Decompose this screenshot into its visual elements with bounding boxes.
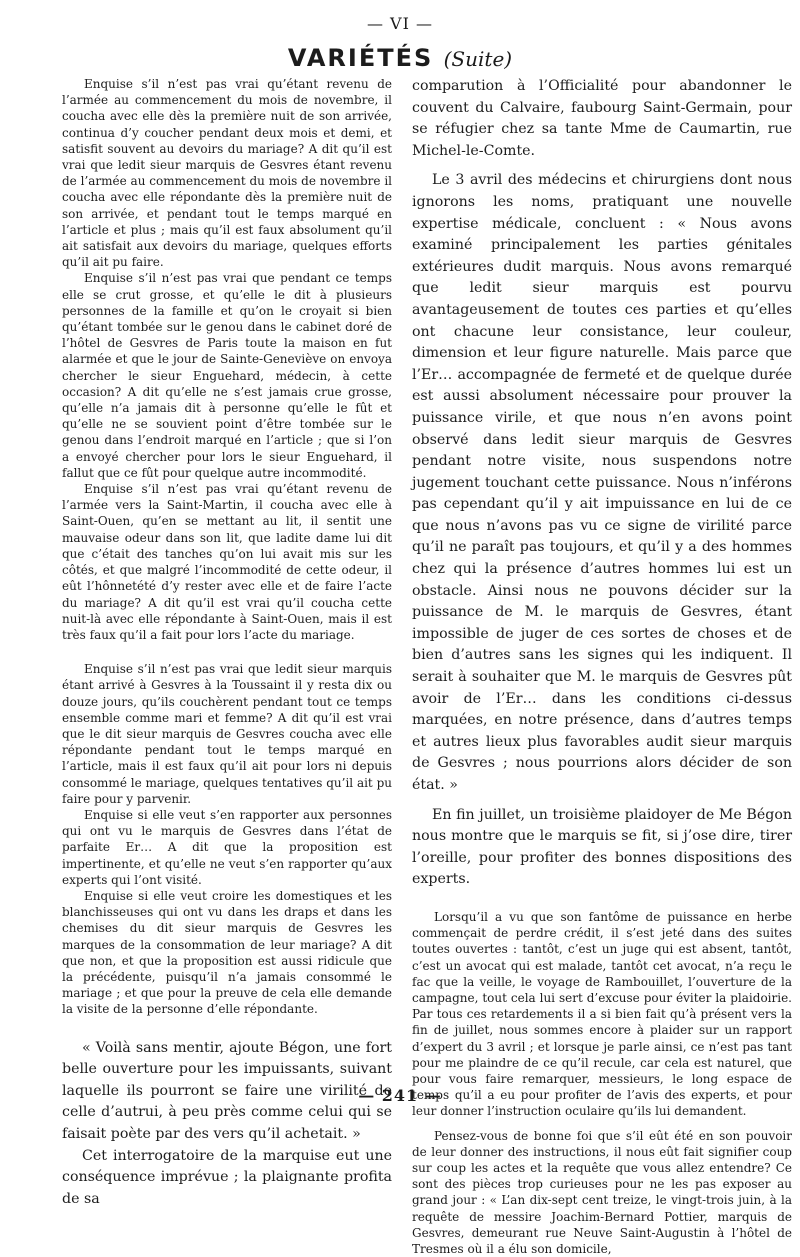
- paragraph: Enquise s’il n’est pas vrai qu’étant revenu de l’armée vers la Saint-Martin, il coucha avec elle à Saint-Ouen, qu’en se mettant au lit, il sentit une mauvaise odeur dans son lit, que ladite dame lui dit que c’était des tanches qu’on lui avait mis sur les côtés, et que malgré l’incommodité de cette odeur, il eût l’hônnetété d’y rester avec elle et de faire l’acte du mariage? A dit qu’il est vrai qu’il coucha cette nuit-là avec elle répondante à Saint-Ouen, mais il est très faux qu’il a fait pour lors l’acte du mariage.: [62, 482, 392, 642]
- paragraph: Enquise s’il n’est pas vrai qu’étant revenu de l’armée au commencement du mois de novembre, il coucha avec elle dès la première nuit de son arrivée, continua d’y coucher pendant deux mois et demi, et satisfit souvent au devoirs du mariage? A dit qu’il est vrai que ledit sieur marquis de Gesvres étant revenu de l’armée au commencement du mois de novembre il coucha avec elle répondante dès la première nuit de son arrivée, et pendant tout le temps marqué en l’article et plus ; mais qu’il est faux absolument qu’il ait satisfait aux devoirs du mariage, quelques efforts qu’il ait pu faire.: [62, 77, 392, 270]
- section-title: [0, 44, 800, 72]
- page-number-bottom: — 241 —: [358, 1086, 442, 1105]
- paragraph: Cet interrogatoire de la marquise eut une conséquence imprévue ; la plaignante profita de sa: [62, 1147, 392, 1207]
- paragraph: Enquise si elle veut croire les domestiques et les blanchisseuses qui ont vu dans les draps et dans les chemises du dit sieur marquis de Gesvres les marques de la consommation de leur mariage? A dit que non, et que la proposition est aussi ridicule que la précédente, puisqu’il n’a jamais consommé le mariage ; et que pour la preuve de cela elle demande la visite de la personne d’elle répondante.: [62, 888, 392, 1017]
- right-large-block: [412, 76, 792, 891]
- left-column: [62, 76, 392, 1210]
- page-number-top: — VI —: [366, 14, 434, 33]
- title-text: VARIÉTÉS: [287, 44, 434, 72]
- paragraph: Enquise s’il n’est pas vrai que ledit sieur marquis étant arrivé à Gesvres à la Toussaint il y resta dix ou douze jours, qu’ils couchèrent pendant tout ce temps ensemble comme mari et femme? A dit qu’il est vrai que le dit sieur marquis de Gesvres coucha avec elle répondante pendant tout le temps marqué en l’article, mais il est faux qu’il ait pour lors ni depuis consommé le mariage, quelques tentatives qu’il ait pu faire pour y parvenir.: [62, 662, 392, 806]
- paragraph: En fin juillet, un troisième plaidoyer de Me Bégon nous montre que le marquis se fit, si j’ose dire, tirer l’oreille, pour profiter des bonnes dispositions des experts.: [412, 806, 792, 888]
- paragraph: Enquise s’il n’est pas vrai que pendant ce temps elle se crut grosse, et qu’elle le dit à plusieurs personnes de la famille et qu’on le croyait si bien qu’étant tombée sur le genou dans le cabinet doré de l’hôtel de Gesvres de Paris toute la maison en fut alarmée et que le jour de Sainte-Geneviève on envoya chercher le sieur Enguehard, médecin, à cette occasion? A dit qu’elle ne s’est jamais crue grosse, qu’elle n’a jamais dit à personne qu’elle le fût et qu’elle ne se souvient point d’être tombée sur le genou dans l’endroit marqué en l’article ; que si l’on a envoyé chercher pour lors le sieur Enguehard, il fallut que ce fût pour quelque autre incommodité.: [62, 271, 392, 480]
- left-small-block: [62, 76, 392, 1018]
- paragraph: Enquise si elle veut s’en rapporter aux personnes qui ont vu le marquis de Gesvres dans l’état de parfaite Er… A dit que la proposition est impertinente, et qu’elle ne veut s’en rapporter qu’aux experts qui l’ont visité.: [62, 807, 392, 887]
- paragraph: Pensez-vous de bonne foi que s’il eût été en son pouvoir de leur donner des instructions, il nous eût fait signifier coup sur coup les actes et la requête que vous allez entendre? Ce sont des pièces trop curieuses pour ne les pas exposer au grand jour : « L’an dix-sept cent treize, le vingt-trois juin, à la requête de messire Joachim-Bernard Pottier, marquis de Gesvres, demeurant rue Neuve Saint-Augustin à l’hôtel de Tresmes où il a élu son domicile,: [412, 1128, 792, 1257]
- right-column: [412, 76, 792, 1257]
- left-large-block: [62, 1038, 392, 1211]
- title-suffix: (Suite): [443, 47, 513, 71]
- paragraph: Le 3 avril des médecins et chirurgiens dont nous ignorons les noms, pratiquant une nouvelle expertise médicale, concluent : « Nous avons examiné principalement les parties génitales extérieures dudit marquis. Nous avons remarqué que ledit sieur marquis est pourvu avantageusement de toutes ces parties et qu’elles ont chacune leur consistance, leur couleur, dimension et leur figure naturelle. Mais parce que l’Er… accompagnée de fermeté et de quelque durée est aussi absolument nécessaire pour prouver la puissance virile, et que nous n’en avons point observé dans ledit sieur marquis de Gesvres pendant notre visite, nous suspendons notre jugement touchant cette puissance. Nous n’inférons pas cependant qu’il y ait impuissance en lui de ce que nous n’avons pas vu ce signe de virilité parce qu’il ne paraît pas toujours, et qu’il y a des hommes chez qui la présence d’autres hommes lui est un obstacle. Ainsi nous ne pouvons décider sur la puissance de M. le marquis de Gesvres, étant impossible de juger de ces sortes de choses et de bien d’autres sans les signes qui les indiquent. Il serait à souhaiter que M. le marquis de Gesvres pût avoir de l’Er… dans les conditions ci-dessus marquées, en notre présence, dans d’autres temps et autres lieux plus favorables audit sieur marquis de Gesvres ; nous pourrions alors décider de son état. »: [412, 172, 792, 793]
- paragraph: Lorsqu’il a vu que son fantôme de puissance en herbe commençait de perdre crédit, il s’est jeté dans des suites toutes ouvertes : tantôt, c’est un juge qui est absent, tantôt, c’est un avocat qui est malade, tantôt cet avocat, n’a reçu le fac que la veille, le voyage de Rambouillet, l’ouverture de la campagne, tout cela lui sert d’excuse pour éviter la plaidoirie. Par tous ces retardements il a si bien fait qu’à présent vers la fin de juillet, nous sommes encore à plaider sur un rapport d’expert du 3 avril ; et lorsque je parle ainsi, ce n’est pas tant pour me plaindre de ce qu’il recule, car cela est naturel, que pour vous faire remarquer, messieurs, le long espace de temps qu’il a eu pour profiter de l’avis des experts, et pour leur donner l’instruction oculaire qu’ils lui demandent.: [412, 909, 792, 1119]
- paragraph: « Voilà sans mentir, ajoute Bégon, une fort belle ouverture pour les impuissants, suivant laquelle ils pourront se faire une virilité de celle d’autrui, à peu près comme celui qui se faisait poète par des vers qu’il achetait. »: [62, 1039, 392, 1142]
- paragraph: comparution à l’Officialité pour abandonner le couvent du Calvaire, faubourg Saint-Germain, pour se réfugier chez sa tante Mme de Caumartin, rue Michel-le-Comte.: [412, 78, 792, 159]
- right-small-block: [412, 909, 792, 1257]
